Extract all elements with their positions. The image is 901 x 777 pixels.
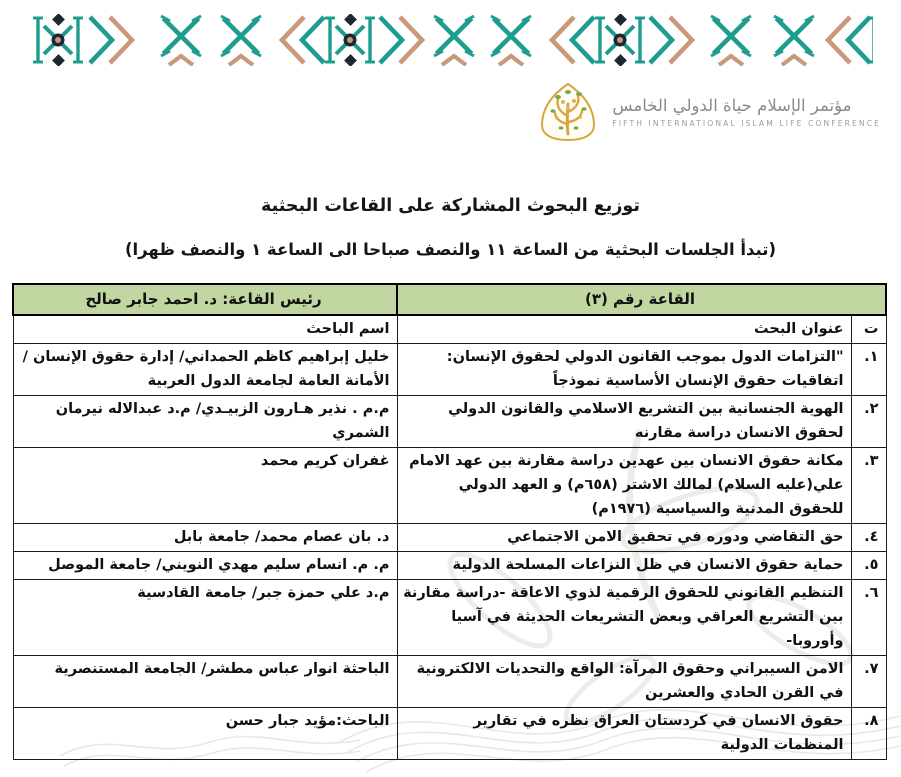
researcher-name: خليل إبراهيم كاظم الحمداني/ إدارة حقوق الإنسان / الأمانة العامة لجامعة الدول العربية: [13, 344, 397, 396]
conference-logo-text: [612, 96, 881, 128]
row-number: ٥.: [851, 552, 886, 580]
table-row: [13, 396, 886, 448]
row-number: ٦.: [851, 580, 886, 656]
geometric-border-pattern-icon: [28, 14, 873, 66]
table-row: [13, 552, 886, 580]
tree-emblem-icon: [534, 82, 602, 142]
table-column-header-row: [13, 315, 886, 344]
row-number: ٣.: [851, 448, 886, 524]
paper-title: الهوية الجنسانية بين التشريع الاسلامي والقانون الدولي لحقوق الانسان دراسة مقارنه: [397, 396, 851, 448]
paper-title: "التزامات الدول بموجب القانون الدولي لحقوق الإنسان: اتفاقيات حقوق الإنسان الأساسية نموذجاً: [397, 344, 851, 396]
logo-english-title: FIFTH INTERNATIONAL ISLAM LIFE CONFERENCE: [612, 119, 881, 128]
table-row: [13, 344, 886, 396]
researcher-name: الباحث:مؤيد جبار حسن: [13, 708, 397, 760]
table-row: [13, 448, 886, 524]
row-number: ٤.: [851, 524, 886, 552]
researcher-name: م.م . نذير هـارون الزبيـدي/ م.د عبدالاله نيرمان الشمري: [13, 396, 397, 448]
row-number: ٧.: [851, 656, 886, 708]
row-number: ١.: [851, 344, 886, 396]
paper-title: مكانة حقوق الانسان بين عهدين دراسة مقارنة بين عهد الامام علي(عليه السلام) لمالك الاشتر (٦٥٨م) و العهد الدولي للحقوق المدنية والسياسية (١٩٧٦م): [397, 448, 851, 524]
researcher-name: د. بان عصام محمد/ جامعة بابل: [13, 524, 397, 552]
row-number: ٢.: [851, 396, 886, 448]
researcher-name: غفران كريم محمد: [13, 448, 397, 524]
column-header-title: عنوان البحث: [397, 315, 851, 344]
logo-arabic-title: مؤتمر الإسلام حياة الدولي الخامس: [612, 96, 852, 115]
paper-title: الامن السيبراني وحقوق المرآة: الواقع والتحديات الالكترونية في القرن الحادي والعشرين: [397, 656, 851, 708]
hall-number-header: القاعة رقم (٣): [397, 284, 886, 315]
papers-table: [12, 283, 887, 760]
page-title: توزيع البحوث المشاركة على القاعات البحثية: [261, 196, 640, 216]
column-header-number: ت: [851, 315, 886, 344]
table-row: [13, 656, 886, 708]
table-row: [13, 580, 886, 656]
researcher-name: الباحثة انوار عباس مطشر/ الجامعة المستنصرية: [13, 656, 397, 708]
paper-title: حق التقاضي ودوره في تحقيق الامن الاجتماعي: [397, 524, 851, 552]
column-header-researcher: اسم الباحث: [13, 315, 397, 344]
table-row: [13, 708, 886, 760]
hall-chair-header: رئيس القاعة: د. احمد جابر صالح: [13, 284, 397, 315]
conference-logo: [534, 82, 881, 142]
paper-title: حماية حقوق الانسان في ظل النزاعات المسلحة الدولية: [397, 552, 851, 580]
paper-title: حقوق الانسان في كردستان العراق نظره في تقارير المنظمات الدولية: [397, 708, 851, 760]
page-subtitle: (تبدأ الجلسات البحثية من الساعة ١١ والنصف صباحا الى الساعة ١ والنصف ظهرا): [124, 240, 777, 259]
researcher-name: م. م. انسام سليم مهدي النويني/ جامعة الموصل: [13, 552, 397, 580]
table-header-hall-row: [13, 284, 886, 315]
table-row: [13, 524, 886, 552]
row-number: ٨.: [851, 708, 886, 760]
paper-title: التنظيم القانوني للحقوق الرقمية لذوي الاعاقة -دراسة مقارنة بين التشريع العراقي وبعض التشريعات الحديثة في آسيا وأوروبا-: [397, 580, 851, 656]
researcher-name: م.د علي حمزة جبر/ جامعة القادسية: [13, 580, 397, 656]
